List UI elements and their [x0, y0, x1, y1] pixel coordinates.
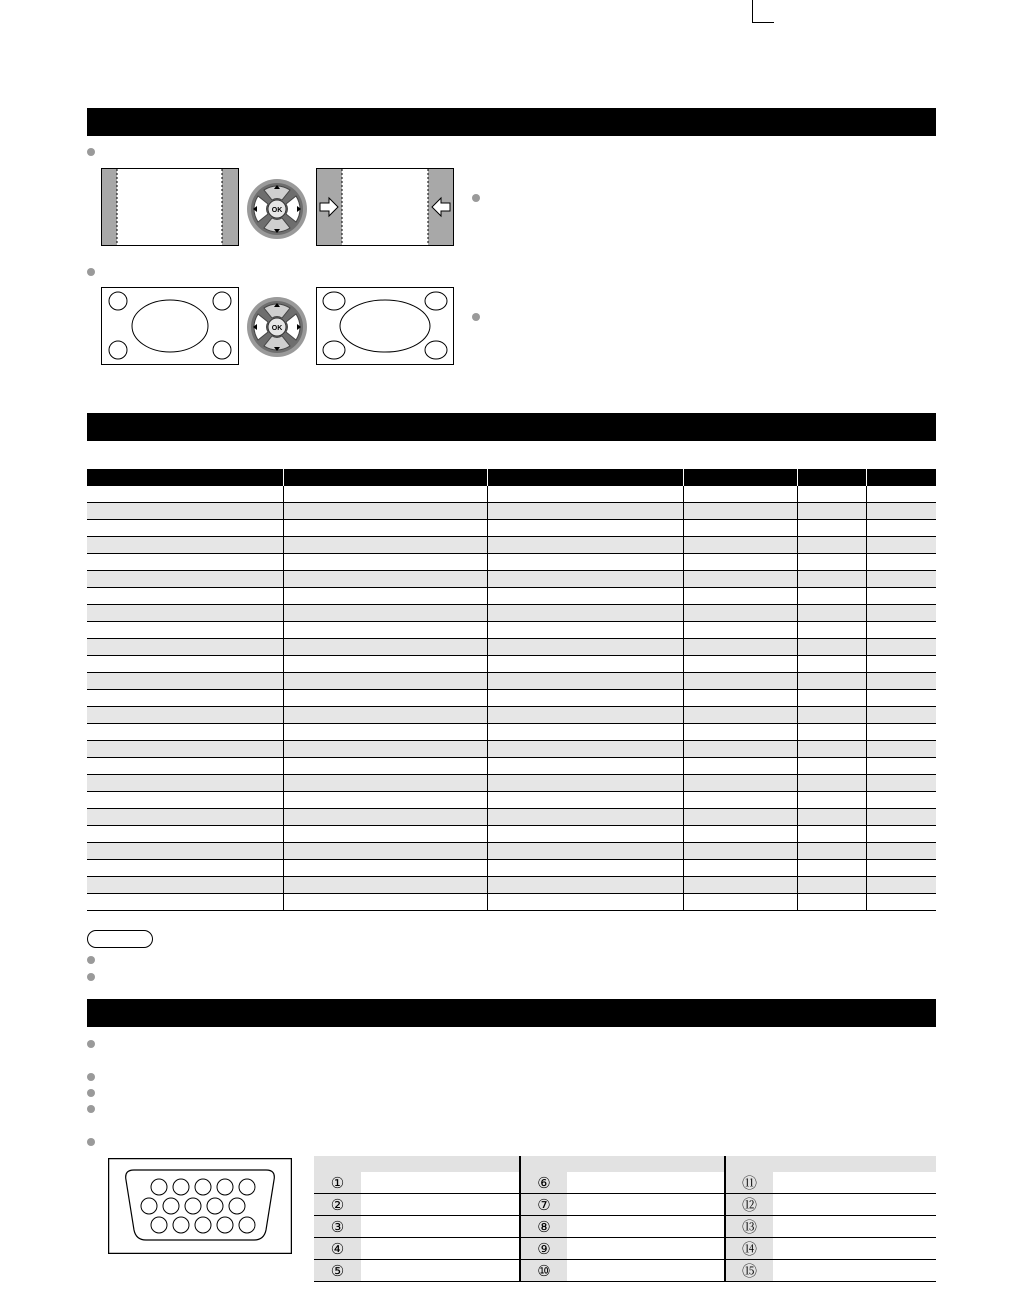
table-row	[87, 775, 936, 792]
pin-row	[314, 1194, 936, 1216]
crop-mark	[752, 22, 774, 23]
signal-table	[87, 469, 936, 911]
table-cell	[87, 486, 283, 503]
table-cell	[683, 741, 797, 758]
table-cell	[797, 690, 866, 707]
bullet-icon	[87, 1105, 95, 1113]
table-cell	[283, 707, 487, 724]
table-row	[87, 605, 936, 622]
pin-signal	[567, 1194, 725, 1216]
table-row	[87, 571, 936, 588]
bullet-icon	[87, 1138, 95, 1146]
table-cell	[283, 639, 487, 656]
bullet-icon	[87, 1073, 95, 1081]
table-cell	[283, 826, 487, 843]
table-cell	[683, 571, 797, 588]
table-cell	[683, 707, 797, 724]
table-cell	[797, 809, 866, 826]
table-cell	[87, 639, 283, 656]
pin-number: ⑨	[520, 1238, 567, 1260]
table-cell	[87, 690, 283, 707]
table-cell	[87, 656, 283, 673]
dsub15-connector-diagram	[108, 1158, 292, 1254]
table-cell	[797, 826, 866, 843]
table-cell	[866, 775, 936, 792]
table-cell	[487, 605, 683, 622]
column-header	[567, 1156, 725, 1172]
table-body	[87, 486, 936, 911]
pin-signal	[361, 1194, 520, 1216]
table-row	[87, 860, 936, 877]
table-cell	[283, 860, 487, 877]
table-cell	[87, 792, 283, 809]
pin-signal	[567, 1216, 725, 1238]
pin-row	[314, 1172, 936, 1194]
pin-number: ⑫	[725, 1194, 773, 1216]
column-header	[87, 469, 283, 486]
bullet-icon	[472, 194, 480, 202]
pin-signal	[773, 1260, 936, 1282]
table-cell	[487, 486, 683, 503]
table-cell	[87, 758, 283, 775]
table-cell	[866, 537, 936, 554]
table-cell	[866, 520, 936, 537]
table-cell	[797, 503, 866, 520]
table-cell	[283, 605, 487, 622]
table-cell	[487, 877, 683, 894]
table-cell	[797, 656, 866, 673]
pin-signal	[567, 1238, 725, 1260]
table-cell	[797, 605, 866, 622]
column-header	[520, 1156, 567, 1172]
table-cell	[87, 860, 283, 877]
pin-number: ④	[314, 1238, 361, 1260]
table-cell	[683, 775, 797, 792]
column-header	[487, 469, 683, 486]
table-cell	[87, 673, 283, 690]
table-cell	[283, 622, 487, 639]
table-cell	[283, 656, 487, 673]
table-cell	[487, 690, 683, 707]
table-cell	[866, 792, 936, 809]
table-cell	[283, 724, 487, 741]
pin-number: ⑤	[314, 1260, 361, 1282]
pin-number: ⑩	[520, 1260, 567, 1282]
pin-number: ③	[314, 1216, 361, 1238]
table-row	[87, 792, 936, 809]
pin-signal	[773, 1194, 936, 1216]
table-cell	[87, 622, 283, 639]
screen-sidebar-after-diagram	[316, 168, 454, 246]
table-cell	[487, 588, 683, 605]
table-cell	[487, 673, 683, 690]
table-cell	[283, 571, 487, 588]
table-row	[87, 554, 936, 571]
table-cell	[487, 809, 683, 826]
table-cell	[797, 486, 866, 503]
crop-mark	[752, 0, 753, 22]
table-cell	[683, 639, 797, 656]
table-cell	[797, 622, 866, 639]
pin-number: ⑬	[725, 1216, 773, 1238]
table-row	[87, 843, 936, 860]
table-row	[87, 503, 936, 520]
table-cell	[866, 758, 936, 775]
table-cell	[683, 520, 797, 537]
table-cell	[683, 656, 797, 673]
table-cell	[797, 520, 866, 537]
bullet-icon	[87, 1089, 95, 1097]
screen-oval-after-diagram	[316, 287, 454, 365]
table-cell	[866, 843, 936, 860]
table-cell	[683, 860, 797, 877]
table-row	[87, 894, 936, 911]
table-cell	[866, 690, 936, 707]
table-cell	[866, 894, 936, 911]
table-cell	[87, 571, 283, 588]
pin-signal	[567, 1260, 725, 1282]
table-cell	[866, 877, 936, 894]
table-cell	[283, 520, 487, 537]
bullet-icon	[87, 956, 95, 964]
table-cell	[797, 877, 866, 894]
table-cell	[797, 707, 866, 724]
table-cell	[487, 537, 683, 554]
table-cell	[487, 792, 683, 809]
table-cell	[797, 741, 866, 758]
pin-table	[314, 1156, 936, 1282]
table-row	[87, 724, 936, 741]
table-row	[87, 809, 936, 826]
table-row	[87, 707, 936, 724]
table-row	[87, 673, 936, 690]
pin-signal	[773, 1238, 936, 1260]
table-cell	[87, 724, 283, 741]
column-header	[797, 469, 866, 486]
table-cell	[683, 809, 797, 826]
table-cell	[683, 673, 797, 690]
table-cell	[87, 894, 283, 911]
table-cell	[866, 588, 936, 605]
table-cell	[283, 775, 487, 792]
pin-signal	[773, 1216, 936, 1238]
table-cell	[866, 809, 936, 826]
table-cell	[866, 656, 936, 673]
pin-table-header	[314, 1156, 936, 1172]
table-cell	[683, 894, 797, 911]
pin-row	[314, 1216, 936, 1238]
table-row	[87, 758, 936, 775]
pin-number: ⑮	[725, 1260, 773, 1282]
table-cell	[683, 758, 797, 775]
table-cell	[866, 571, 936, 588]
table-cell	[487, 571, 683, 588]
table-cell	[683, 588, 797, 605]
table-cell	[683, 537, 797, 554]
table-cell	[487, 724, 683, 741]
table-cell	[683, 877, 797, 894]
pin-number: ⑭	[725, 1238, 773, 1260]
column-header	[361, 1156, 520, 1172]
table-cell	[797, 639, 866, 656]
table-cell	[866, 707, 936, 724]
table-cell	[87, 809, 283, 826]
table-cell	[283, 554, 487, 571]
table-cell	[283, 690, 487, 707]
pin-signal	[567, 1172, 725, 1194]
pin-number: ⑪	[725, 1172, 773, 1194]
table-cell	[87, 877, 283, 894]
table-cell	[487, 707, 683, 724]
pin-number: ⑦	[520, 1194, 567, 1216]
table-cell	[283, 537, 487, 554]
table-cell	[866, 639, 936, 656]
table-cell	[683, 622, 797, 639]
pin-number: ②	[314, 1194, 361, 1216]
table-cell	[283, 673, 487, 690]
table-cell	[487, 741, 683, 758]
table-cell	[487, 843, 683, 860]
table-cell	[487, 775, 683, 792]
column-header	[683, 469, 797, 486]
table-cell	[487, 656, 683, 673]
section1-title-bar	[87, 108, 936, 136]
pin-signal	[361, 1172, 520, 1194]
section3-title-bar	[87, 999, 936, 1027]
table-cell	[487, 622, 683, 639]
table-row	[87, 537, 936, 554]
table-cell	[87, 588, 283, 605]
pin-signal	[361, 1260, 520, 1282]
table-cell	[866, 554, 936, 571]
pin-table-body	[314, 1172, 936, 1282]
table-row	[87, 656, 936, 673]
table-cell	[487, 826, 683, 843]
table-cell	[487, 860, 683, 877]
table-cell	[283, 741, 487, 758]
table-cell	[683, 503, 797, 520]
table-cell	[487, 894, 683, 911]
table-cell	[283, 503, 487, 520]
bullet-icon	[87, 1040, 95, 1048]
table-row	[87, 520, 936, 537]
table-row	[87, 826, 936, 843]
bullet-icon	[472, 313, 480, 321]
table-cell	[683, 826, 797, 843]
column-header	[773, 1156, 936, 1172]
bullet-icon	[87, 148, 95, 156]
table-header-row	[87, 469, 936, 486]
table-cell	[797, 894, 866, 911]
table-cell	[283, 809, 487, 826]
svg-text:OK: OK	[271, 325, 283, 332]
table-row	[87, 690, 936, 707]
table-cell	[797, 843, 866, 860]
bullet-icon	[87, 268, 95, 276]
note-label	[87, 930, 153, 948]
table-row	[87, 877, 936, 894]
table-cell	[487, 503, 683, 520]
table-cell	[87, 605, 283, 622]
table-cell	[683, 605, 797, 622]
pin-number: ⑧	[520, 1216, 567, 1238]
column-header	[283, 469, 487, 486]
table-cell	[283, 792, 487, 809]
remote-dpad-icon	[246, 178, 308, 240]
table-cell	[797, 537, 866, 554]
table-cell	[683, 792, 797, 809]
table-cell	[797, 588, 866, 605]
table-cell	[283, 843, 487, 860]
table-cell	[866, 860, 936, 877]
table-row	[87, 741, 936, 758]
table-cell	[866, 673, 936, 690]
pin-number: ①	[314, 1172, 361, 1194]
table-cell	[797, 860, 866, 877]
column-header	[866, 469, 936, 486]
table-cell	[866, 486, 936, 503]
table-cell	[87, 554, 283, 571]
remote-dpad-icon	[246, 296, 308, 358]
pin-number: ⑥	[520, 1172, 567, 1194]
table-cell	[487, 520, 683, 537]
table-row	[87, 639, 936, 656]
table-cell	[683, 690, 797, 707]
bullet-icon	[87, 973, 95, 981]
table-cell	[283, 877, 487, 894]
pin-row	[314, 1238, 936, 1260]
table-cell	[87, 503, 283, 520]
table-cell	[87, 537, 283, 554]
pin-signal	[361, 1238, 520, 1260]
pin-signal	[773, 1172, 936, 1194]
table-cell	[797, 724, 866, 741]
table-cell	[797, 673, 866, 690]
column-header	[725, 1156, 773, 1172]
svg-text:OK: OK	[271, 207, 283, 214]
screen-oval-before-diagram	[101, 287, 239, 365]
table-cell	[683, 554, 797, 571]
table-cell	[866, 826, 936, 843]
table-row	[87, 588, 936, 605]
table-cell	[797, 792, 866, 809]
table-cell	[866, 741, 936, 758]
table-cell	[866, 503, 936, 520]
table-cell	[797, 775, 866, 792]
table-cell	[797, 571, 866, 588]
table-cell	[87, 707, 283, 724]
pin-row	[314, 1260, 936, 1282]
table-cell	[866, 724, 936, 741]
table-cell	[683, 843, 797, 860]
table-cell	[283, 486, 487, 503]
table-cell	[797, 758, 866, 775]
table-cell	[683, 724, 797, 741]
table-cell	[87, 741, 283, 758]
column-header	[314, 1156, 361, 1172]
table-row	[87, 486, 936, 503]
table-row	[87, 622, 936, 639]
table-cell	[283, 758, 487, 775]
table-cell	[283, 894, 487, 911]
section2-title-bar	[87, 413, 936, 441]
table-cell	[87, 826, 283, 843]
table-cell	[87, 843, 283, 860]
pin-signal	[361, 1216, 520, 1238]
table-cell	[87, 520, 283, 537]
table-cell	[487, 758, 683, 775]
screen-sidebar-before-diagram	[101, 168, 239, 246]
table-cell	[283, 588, 487, 605]
table-cell	[797, 554, 866, 571]
table-cell	[866, 622, 936, 639]
table-cell	[487, 639, 683, 656]
table-cell	[866, 605, 936, 622]
table-cell	[87, 775, 283, 792]
table-cell	[683, 486, 797, 503]
table-cell	[487, 554, 683, 571]
